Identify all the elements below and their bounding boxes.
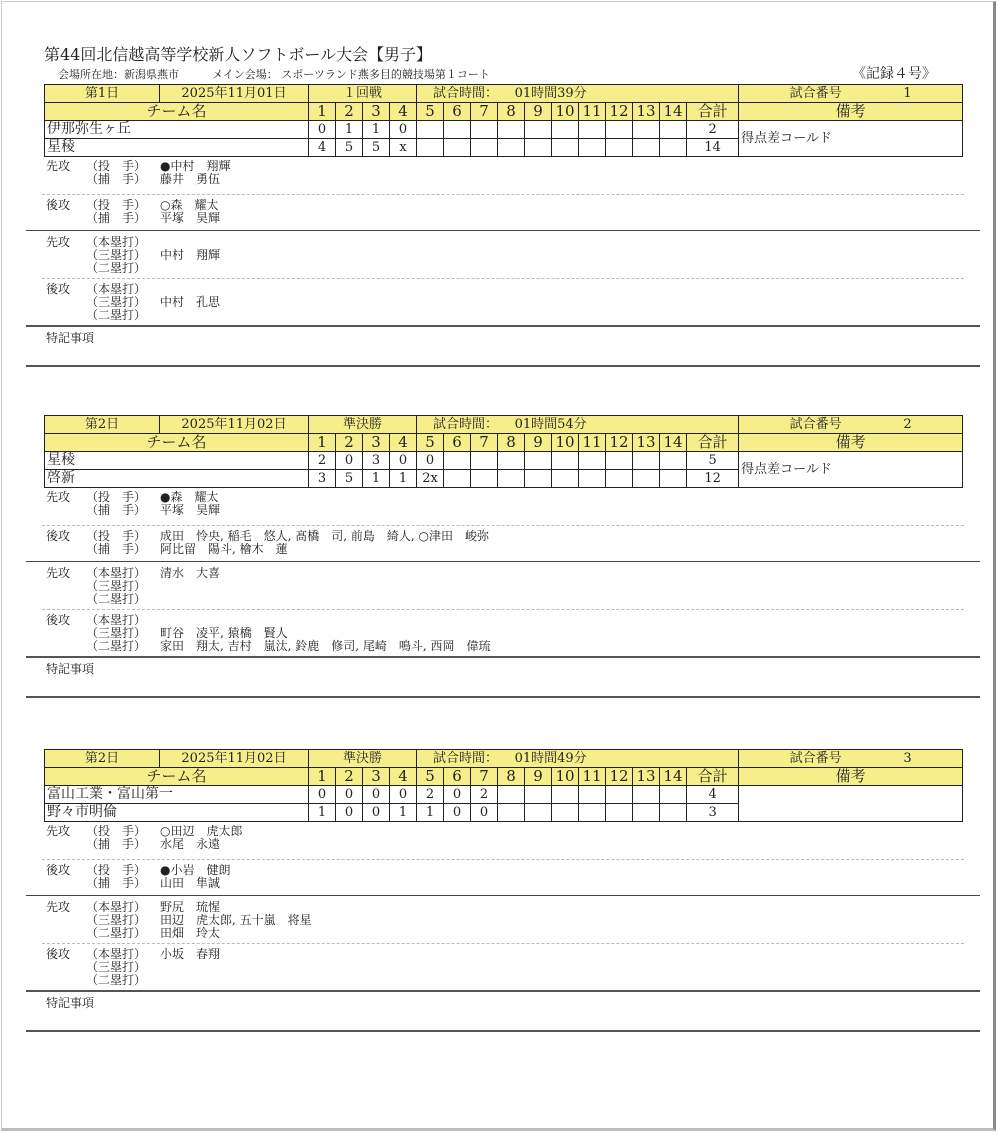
player-names: 阿比留 陽斗, 檜木 蓮 <box>160 542 288 556</box>
first-double-row <box>44 927 962 940</box>
venue-info: 会場所在地：新潟県燕市 メイン会場： スポーツランド燕多目的競技場第１コート <box>58 68 490 81</box>
side-label: 先攻 <box>46 159 71 173</box>
game-time: 試合時間： 01時間49分 <box>417 750 739 768</box>
scoreboard-table <box>44 749 963 822</box>
inning-header: 8 <box>498 768 525 786</box>
date-label: 2025年11月01日 <box>181 86 287 101</box>
day-label: 第1日 <box>45 85 160 102</box>
second-double-row <box>44 974 962 987</box>
team-name: 啓新 <box>45 470 309 488</box>
inning-header: 7 <box>471 103 498 121</box>
inning-header: 5 <box>417 103 444 121</box>
inning-score <box>579 139 606 157</box>
role-label: （捕 手） <box>86 542 147 556</box>
inning-score <box>471 470 498 488</box>
inning-header: 13 <box>633 434 660 452</box>
role-label: （捕 手） <box>86 211 147 225</box>
game-duration: 01時間54分 <box>514 417 587 432</box>
role-label: （三塁打） <box>86 960 147 974</box>
role-label: （本塁打） <box>86 282 147 296</box>
second-double-row <box>44 640 962 653</box>
remarks-header: 備考 <box>739 103 963 121</box>
player-names: 成田 怜央, 稲毛 悠人, 髙橋 司, 前島 綺人, ○津田 峻弥 <box>160 529 489 543</box>
inning-header: 12 <box>606 768 633 786</box>
inning-score <box>633 139 660 157</box>
inning-score <box>471 139 498 157</box>
inning-score <box>444 139 471 157</box>
game-record-3 <box>44 749 962 1032</box>
inning-score <box>633 804 660 822</box>
team-name-header: チーム名 <box>45 768 309 786</box>
role-label: （二塁打） <box>86 639 147 653</box>
team-name-header: チーム名 <box>45 434 309 452</box>
role-label: （本塁打） <box>86 613 147 627</box>
inning-header: 11 <box>579 103 606 121</box>
role-label: （三塁打） <box>86 579 147 593</box>
inning-score: 1 <box>336 121 363 139</box>
inning-score <box>660 121 687 139</box>
inning-score <box>498 470 525 488</box>
role-label: （本塁打） <box>86 947 147 961</box>
inning-score <box>498 452 525 470</box>
first-catcher-row <box>44 504 962 517</box>
role-label: （捕 手） <box>86 172 147 186</box>
inning-score: 1 <box>309 804 336 822</box>
inning-header: 6 <box>444 103 471 121</box>
team-name: 星稜 <box>45 139 309 157</box>
player-names: 田畑 玲太 <box>160 926 221 940</box>
inning-header: 1 <box>309 103 336 121</box>
player-names: ●中村 翔輝 <box>160 159 231 173</box>
inning-header: 13 <box>633 103 660 121</box>
side-label: 先攻 <box>46 490 71 504</box>
notes-row <box>44 663 962 676</box>
inning-score <box>660 452 687 470</box>
inning-header: 14 <box>660 768 687 786</box>
player-names: 田辺 虎太郎, 五十嵐 将星 <box>160 913 312 927</box>
player-names: ○森 耀太 <box>160 198 219 212</box>
team-name-header: チーム名 <box>45 103 309 121</box>
inning-header: 4 <box>390 768 417 786</box>
player-names: 藤井 勇伍 <box>160 172 221 186</box>
inning-score <box>444 121 471 139</box>
inning-score <box>417 121 444 139</box>
total-header: 合計 <box>687 103 739 121</box>
player-names: 町谷 凌平, 猿橋 賢人 <box>160 626 288 640</box>
inning-score <box>606 804 633 822</box>
game-number: 試合番号 3 <box>739 750 963 768</box>
inning-score: 1 <box>363 470 390 488</box>
inning-score <box>498 786 525 804</box>
inning-header: 4 <box>390 434 417 452</box>
role-label: （投 手） <box>86 159 147 173</box>
team-name: 星稜 <box>45 452 309 470</box>
inning-header: 1 <box>309 434 336 452</box>
inning-score: 2 <box>471 786 498 804</box>
inning-score: 0 <box>417 452 444 470</box>
inning-score <box>660 804 687 822</box>
team-name: 伊那弥生ヶ丘 <box>45 121 309 139</box>
player-names: 平塚 昊輝 <box>160 211 221 225</box>
role-label: （本塁打） <box>86 566 147 580</box>
inning-score: 5 <box>336 139 363 157</box>
inning-score <box>471 452 498 470</box>
team-row <box>45 786 963 804</box>
remark-text <box>739 786 963 822</box>
inning-score: 0 <box>336 786 363 804</box>
date-label: 2025年11月02日 <box>181 417 287 432</box>
role-label: （二塁打） <box>86 308 147 322</box>
inning-score <box>444 452 471 470</box>
inning-header: 6 <box>444 434 471 452</box>
inning-score <box>606 139 633 157</box>
inning-score: 0 <box>363 804 390 822</box>
side-label: 先攻 <box>46 900 71 914</box>
role-label: （二塁打） <box>86 261 147 275</box>
scoreboard-table <box>44 415 963 488</box>
second-catcher-row <box>44 212 962 225</box>
player-names: 山田 隼誠 <box>160 876 221 890</box>
inning-score <box>579 804 606 822</box>
second-hr-row <box>44 948 962 961</box>
inning-score <box>525 452 552 470</box>
notes-row <box>44 332 962 345</box>
inning-score <box>660 139 687 157</box>
inning-score: 0 <box>309 786 336 804</box>
inning-header: 9 <box>525 768 552 786</box>
inning-score: 1 <box>390 470 417 488</box>
inning-score <box>606 121 633 139</box>
inning-score: 1 <box>390 804 417 822</box>
inning-score: 0 <box>471 804 498 822</box>
side-label: 後攻 <box>46 529 71 543</box>
total-header: 合計 <box>687 768 739 786</box>
round-label: 準決勝 <box>309 416 417 434</box>
inning-score: 2x <box>417 470 444 488</box>
inning-score: 0 <box>444 804 471 822</box>
role-label: （捕 手） <box>86 876 147 890</box>
inning-score: 0 <box>390 452 417 470</box>
side-label: 先攻 <box>46 824 71 838</box>
team-total: 4 <box>687 786 739 804</box>
first-catcher-row <box>44 838 962 851</box>
player-names: 小坂 春翔 <box>160 947 221 961</box>
inning-score <box>660 786 687 804</box>
inning-score <box>606 470 633 488</box>
side-label: 後攻 <box>46 947 71 961</box>
inning-header: 8 <box>498 434 525 452</box>
inning-score <box>552 470 579 488</box>
game-record-2 <box>44 415 962 698</box>
round-label: １回戦 <box>309 85 417 103</box>
inning-score: 3 <box>309 470 336 488</box>
inning-score: 4 <box>309 139 336 157</box>
divider <box>26 365 980 367</box>
game-number: 試合番号 1 <box>739 85 963 103</box>
remark-text: 得点差コールド <box>739 121 963 157</box>
inning-header: 10 <box>552 434 579 452</box>
game-duration: 01時間39分 <box>514 86 587 101</box>
round-label: 準決勝 <box>309 750 417 768</box>
inning-score <box>579 452 606 470</box>
player-names: 中村 孔思 <box>160 295 221 309</box>
inning-score <box>525 470 552 488</box>
inning-header: 2 <box>336 434 363 452</box>
inning-score <box>525 804 552 822</box>
inning-score: 0 <box>390 786 417 804</box>
inning-score <box>579 470 606 488</box>
inning-header: 4 <box>390 103 417 121</box>
inning-score <box>552 786 579 804</box>
inning-header: 10 <box>552 768 579 786</box>
inning-score <box>444 470 471 488</box>
role-label: （二塁打） <box>86 592 147 606</box>
notes-row <box>44 997 962 1010</box>
inning-score: 3 <box>363 452 390 470</box>
inning-header: 10 <box>552 103 579 121</box>
inning-score <box>633 121 660 139</box>
inning-score: 0 <box>444 786 471 804</box>
first-catcher-row <box>44 173 962 186</box>
inning-score <box>660 470 687 488</box>
date-label: 2025年11月02日 <box>181 751 287 766</box>
team-total: 12 <box>687 470 739 488</box>
inning-header: 5 <box>417 768 444 786</box>
role-label: （三塁打） <box>86 295 147 309</box>
inning-score <box>525 139 552 157</box>
inning-score: 0 <box>336 452 363 470</box>
notes-label: 特記事項 <box>46 996 95 1010</box>
game-time: 試合時間： 01時間39分 <box>417 85 739 103</box>
role-label: （投 手） <box>86 529 147 543</box>
side-label: 先攻 <box>46 566 71 580</box>
team-row <box>45 452 963 470</box>
inning-header: 6 <box>444 768 471 786</box>
role-label: （捕 手） <box>86 837 147 851</box>
battery-section <box>44 822 962 1032</box>
player-names: 水尾 永遠 <box>160 837 221 851</box>
inning-header: 1 <box>309 768 336 786</box>
role-label: （本塁打） <box>86 900 147 914</box>
inning-score: 2 <box>417 786 444 804</box>
role-label: （投 手） <box>86 198 147 212</box>
remarks-header: 備考 <box>739 434 963 452</box>
team-name: 野々市明倫 <box>45 804 309 822</box>
role-label: （投 手） <box>86 863 147 877</box>
inning-header: 12 <box>606 434 633 452</box>
inning-score <box>579 121 606 139</box>
game-number-value: 3 <box>903 751 912 766</box>
inning-score <box>552 139 579 157</box>
side-label: 後攻 <box>46 198 71 212</box>
team-row <box>45 121 963 139</box>
team-total: 14 <box>687 139 739 157</box>
player-names: 野尻 琉惺 <box>160 900 221 914</box>
notes-label: 特記事項 <box>46 331 95 345</box>
remarks-header: 備考 <box>739 768 963 786</box>
role-label: （投 手） <box>86 490 147 504</box>
inning-score: 0 <box>363 786 390 804</box>
inning-header: 7 <box>471 434 498 452</box>
first-double-row <box>44 593 962 606</box>
inning-header: 8 <box>498 103 525 121</box>
inning-score <box>606 452 633 470</box>
player-names: 中村 翔輝 <box>160 248 221 262</box>
side-label: 先攻 <box>46 235 71 249</box>
page-title: 第44回北信越高等学校新人ソフトボール大会【男子】 <box>44 45 433 64</box>
game-record-1 <box>44 84 962 367</box>
inning-header: 5 <box>417 434 444 452</box>
scoreboard-table <box>44 84 963 157</box>
role-label: （捕 手） <box>86 503 147 517</box>
second-triple-row <box>44 961 962 974</box>
inning-score <box>498 804 525 822</box>
inning-header: 2 <box>336 103 363 121</box>
game-duration: 01時間49分 <box>514 751 587 766</box>
inning-score: x <box>390 139 417 157</box>
inning-header: 13 <box>633 768 660 786</box>
inning-score <box>579 786 606 804</box>
inning-header: 12 <box>606 103 633 121</box>
side-label: 後攻 <box>46 282 71 296</box>
inning-score <box>606 786 633 804</box>
inning-header: 2 <box>336 768 363 786</box>
team-total: 2 <box>687 121 739 139</box>
inning-score: 0 <box>309 121 336 139</box>
inning-score <box>552 804 579 822</box>
divider <box>26 1030 980 1032</box>
inning-score <box>417 139 444 157</box>
inning-score: 1 <box>363 121 390 139</box>
inning-score <box>525 786 552 804</box>
inning-score: 2 <box>309 452 336 470</box>
second-catcher-row <box>44 543 962 556</box>
player-names: ●森 耀太 <box>160 490 219 504</box>
team-name: 富山工業・富山第一 <box>45 786 309 804</box>
inning-header: 7 <box>471 768 498 786</box>
first-hr-row <box>44 567 962 580</box>
battery-section <box>44 157 962 367</box>
record-number: 《記録４号》 <box>852 66 936 82</box>
inning-header: 14 <box>660 434 687 452</box>
inning-score: 1 <box>417 804 444 822</box>
day-label: 第2日 <box>45 416 160 433</box>
player-names: 家田 翔太, 吉村 嵐汰, 鈴鹿 修司, 尾崎 鳴斗, 西岡 偉琉 <box>160 639 491 653</box>
first-triple-row <box>44 249 962 262</box>
role-label: （三塁打） <box>86 248 147 262</box>
role-label: （二塁打） <box>86 973 147 987</box>
role-label: （三塁打） <box>86 913 147 927</box>
role-label: （本塁打） <box>86 235 147 249</box>
side-label: 後攻 <box>46 613 71 627</box>
second-catcher-row <box>44 877 962 890</box>
role-label: （投 手） <box>86 824 147 838</box>
first-double-row <box>44 262 962 275</box>
inning-score: 5 <box>363 139 390 157</box>
total-header: 合計 <box>687 434 739 452</box>
inning-header: 11 <box>579 768 606 786</box>
inning-score <box>471 121 498 139</box>
inning-header: 11 <box>579 434 606 452</box>
inning-header: 3 <box>363 434 390 452</box>
player-names: 清水 大喜 <box>160 566 221 580</box>
game-number: 試合番号 2 <box>739 416 963 434</box>
inning-score <box>552 121 579 139</box>
second-triple-row <box>44 296 962 309</box>
inning-score: 0 <box>390 121 417 139</box>
inning-header: 3 <box>363 768 390 786</box>
player-names: 平塚 昊輝 <box>160 503 221 517</box>
battery-section <box>44 488 962 698</box>
player-names: ●小岩 健朗 <box>160 863 231 877</box>
divider <box>26 696 980 698</box>
inning-header: 9 <box>525 434 552 452</box>
team-total: 3 <box>687 804 739 822</box>
inning-score <box>525 121 552 139</box>
inning-score <box>633 470 660 488</box>
inning-score <box>498 139 525 157</box>
team-total: 5 <box>687 452 739 470</box>
inning-header: 9 <box>525 103 552 121</box>
game-time: 試合時間： 01時間54分 <box>417 416 739 434</box>
inning-header: 3 <box>363 103 390 121</box>
side-label: 後攻 <box>46 863 71 877</box>
inning-score <box>633 452 660 470</box>
game-number-value: 1 <box>903 86 912 101</box>
day-label: 第2日 <box>45 750 160 767</box>
game-number-value: 2 <box>903 417 912 432</box>
first-triple-row <box>44 580 962 593</box>
notes-label: 特記事項 <box>46 662 95 676</box>
role-label: （三塁打） <box>86 626 147 640</box>
inning-score: 0 <box>336 804 363 822</box>
inning-score: 5 <box>336 470 363 488</box>
inning-score <box>633 786 660 804</box>
second-double-row <box>44 309 962 322</box>
inning-score <box>552 452 579 470</box>
player-names: ○田辺 虎太郎 <box>160 824 243 838</box>
inning-header: 14 <box>660 103 687 121</box>
role-label: （二塁打） <box>86 926 147 940</box>
inning-score <box>498 121 525 139</box>
remark-text: 得点差コールド <box>739 452 963 488</box>
